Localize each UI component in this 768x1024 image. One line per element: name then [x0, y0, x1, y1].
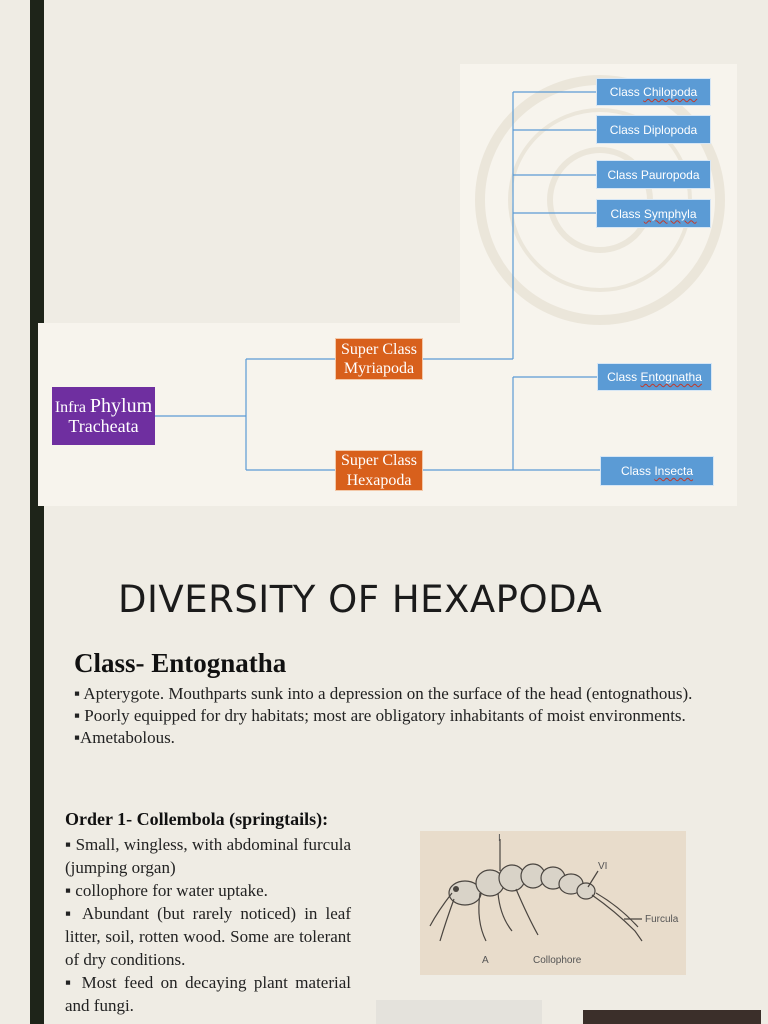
bullet-item: ▪ collophore for water uptake. [65, 881, 268, 900]
node-class-entognatha [597, 363, 712, 391]
order-bullet-list [65, 833, 351, 1017]
node-label: Class [607, 370, 638, 384]
node-class-symphyla [596, 199, 711, 228]
page-title: DIVERSITY OF HEXAPODA [118, 578, 603, 621]
springtail-photo [376, 1000, 542, 1024]
springtail-photo [583, 1010, 761, 1024]
node-class-diplopoda [596, 115, 711, 144]
section-heading: Class- Entognatha [74, 648, 287, 678]
figure-label-a: A [482, 955, 489, 966]
figure-label-i: I [498, 833, 501, 844]
node-label: Super Class [341, 452, 417, 470]
node-superclass-myriapoda [335, 338, 423, 380]
node-label: Diplopoda [643, 122, 698, 137]
node-label: Class [620, 464, 651, 478]
bullet-item: ▪ Poorly equipped for dry habitats; most are obligatory inhabitants of moist environments. [74, 706, 686, 725]
bullet-item: ▪Ametabolous. [74, 728, 175, 747]
node-class-pauropoda [596, 160, 711, 189]
node-label: Myriapoda [343, 360, 415, 377]
order-heading: Order 1- Collembola (springtails): [65, 809, 329, 829]
bullet-item: ▪ Small, wingless, with abdominal furcula (jumping organ) [65, 835, 351, 877]
node-label: Insecta [654, 464, 694, 478]
bullet-item: ▪ Abundant (but rarely noticed) in leaf litter, soil, rotten wood. Some are tolerant of dry conditions. [65, 904, 351, 969]
bullet-item: ▪ Most feed on decaying plant material and fungi. [65, 973, 351, 1015]
node-label: Phylum [89, 395, 153, 418]
section-bullet-list [74, 683, 730, 749]
node-class-chilopoda [596, 78, 711, 106]
node-label: Hexapoda [346, 471, 412, 489]
node-superclass-hexapoda [335, 450, 423, 491]
figure-label-collophore: Collophore [533, 955, 582, 966]
node-label: Class [607, 167, 638, 182]
node-label: Class [610, 206, 641, 221]
springtail-figure [420, 831, 686, 975]
node-infra-phylum-tracheata [52, 387, 155, 445]
node-label: Symphyla [643, 206, 697, 221]
figure-label-furcula: Furcula [645, 914, 679, 925]
node-label: Infra [54, 399, 86, 417]
node-label: Class [609, 85, 640, 99]
springtail-illustration-icon [420, 831, 686, 975]
node-label: Entognatha [640, 370, 702, 384]
node-label: Chilopoda [643, 85, 698, 99]
node-label: Pauropoda [640, 167, 700, 182]
node-label: Super Class [341, 340, 417, 358]
figure-label-vi: VI [598, 861, 608, 872]
node-label: Tracheata [68, 416, 139, 437]
bullet-item: ▪ Apterygote. Mouthparts sunk into a depression on the surface of the head (entognathous). [74, 684, 693, 703]
node-label: Class [609, 122, 640, 137]
node-class-insecta [600, 456, 714, 486]
